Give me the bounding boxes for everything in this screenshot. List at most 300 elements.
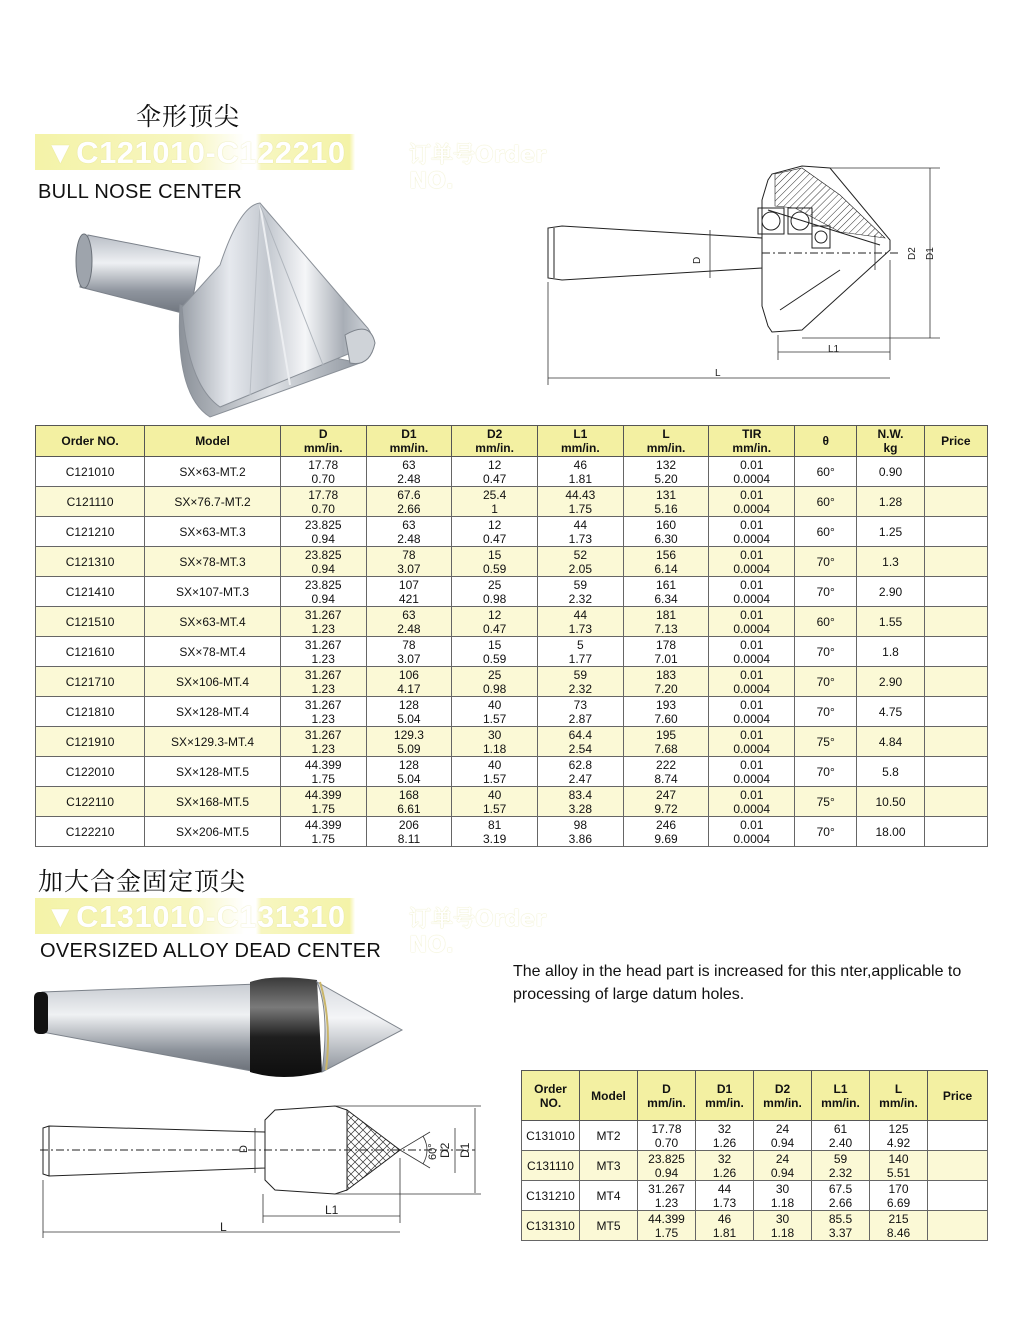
cell-value: MT3 <box>596 1158 621 1173</box>
cell-in-value: 6.34 <box>654 591 678 606</box>
cell-mm-value: 0.01 <box>740 637 764 652</box>
column-header-unit: mm/in. <box>732 441 772 455</box>
column-header-label: L1 <box>833 1081 848 1096</box>
cell-in-value: 0.94 <box>311 561 335 576</box>
cone-body <box>179 203 375 417</box>
cell-in-value: 2.32 <box>828 1165 853 1180</box>
table-cell-model <box>145 457 281 487</box>
table-cell-TIR <box>709 727 795 757</box>
cell-mm-value: 193 <box>656 697 677 712</box>
cell-mm-value: 78 <box>402 637 416 652</box>
cell-in-value: 3.86 <box>568 831 593 846</box>
table-cell-model <box>145 607 281 637</box>
cell-value: 1.55 <box>878 614 903 629</box>
table-cell-nw <box>857 577 924 607</box>
cell-mm-value: 17.78 <box>308 457 339 472</box>
cell-mm-value: 15 <box>487 547 502 562</box>
table-cell-D <box>280 457 366 487</box>
cell-mm-value: 0.01 <box>740 697 764 712</box>
table-cell-D2 <box>452 547 538 577</box>
drawing2-label-d1: D1 <box>458 1142 472 1158</box>
table-cell-D1 <box>366 547 452 577</box>
table-cell-order <box>522 1181 580 1211</box>
cell-in-value: 1.75 <box>311 801 335 816</box>
table-cell-D1 <box>366 817 452 847</box>
cell-value: SX×206-MT.5 <box>176 824 250 839</box>
table-cell-TIR <box>709 637 795 667</box>
cell-value: SX×63-MT.2 <box>179 464 246 479</box>
cell-in-value: 2.40 <box>828 1135 853 1150</box>
cell-value: 4.84 <box>878 734 903 749</box>
table-cell-L <box>623 667 709 697</box>
column-header-label: D2 <box>486 427 503 441</box>
cell-in-value: 0.47 <box>482 531 507 546</box>
column-header-label: Order NO. <box>61 434 119 448</box>
section2-zh-title: 加大合金固定顶尖 <box>38 867 247 896</box>
cell-mm-value: 222 <box>656 757 677 772</box>
table-cell-model <box>145 547 281 577</box>
cell-value: SX×78-MT.3 <box>179 554 246 569</box>
column-header <box>452 426 538 457</box>
table-cell-order <box>36 517 145 547</box>
cell-value: 1.28 <box>878 494 903 509</box>
table-cell-L <box>870 1181 928 1211</box>
table-row <box>36 817 988 847</box>
table-cell-D2 <box>754 1181 812 1211</box>
table-cell-theta <box>795 637 857 667</box>
cell-mm-value: 25 <box>487 667 502 682</box>
cell-in-value: 0.70 <box>654 1135 679 1150</box>
cell-value: 70° <box>816 644 835 659</box>
table-cell-price <box>924 547 987 577</box>
table-cell-TIR <box>709 787 795 817</box>
table-cell-theta <box>795 697 857 727</box>
cell-mm-value: 44.399 <box>304 817 342 832</box>
cell-mm-value: 61 <box>833 1121 848 1136</box>
column-header <box>709 426 795 457</box>
table-cell-D <box>280 517 366 547</box>
drawing2-label-d: D <box>238 1145 250 1153</box>
cell-value: C131310 <box>526 1218 575 1233</box>
cell-in-value: 0.0004 <box>733 741 771 756</box>
cell-value: C121410 <box>65 584 115 599</box>
table-cell-price <box>924 817 987 847</box>
table-cell-D <box>638 1181 696 1211</box>
cell-mm-value: 44.399 <box>304 787 342 802</box>
cell-value: 1.8 <box>882 644 899 659</box>
cell-value: 75° <box>816 794 835 809</box>
table-cell-nw <box>857 517 924 547</box>
cell-in-value: 6.61 <box>397 801 421 816</box>
cell-mm-value: 67.6 <box>397 487 421 502</box>
cell-in-value: 0.0004 <box>733 561 771 576</box>
cell-mm-value: 25 <box>487 577 502 592</box>
cell-mm-value: 246 <box>656 817 677 832</box>
cell-value: 10.50 <box>875 794 906 809</box>
cell-in-value: 0.0004 <box>733 591 771 606</box>
column-header-label: D2 <box>774 1081 791 1096</box>
cell-value: 2.90 <box>878 674 903 689</box>
table-cell-L <box>870 1121 928 1151</box>
column-header-label: θ <box>822 434 829 448</box>
table-cell-D <box>280 487 366 517</box>
cell-mm-value: 12 <box>487 457 502 472</box>
table-cell-model <box>145 757 281 787</box>
cell-value: C121510 <box>65 614 115 629</box>
cell-value: SX×168-MT.5 <box>176 794 250 809</box>
table-cell-L1 <box>537 517 623 547</box>
table-cell-price <box>924 607 987 637</box>
bull-nose-center-photo <box>70 195 390 425</box>
cell-mm-value: 181 <box>656 607 677 622</box>
table-cell-order <box>36 667 145 697</box>
cell-in-value: 8.11 <box>397 831 421 846</box>
cell-value: 1.25 <box>878 524 903 539</box>
table-cell-D <box>280 757 366 787</box>
column-header-label: D <box>662 1081 671 1096</box>
cell-in-value: 1.73 <box>568 621 593 636</box>
cell-mm-value: 31.267 <box>304 607 342 622</box>
cell-mm-value: 67.5 <box>828 1181 853 1196</box>
table-row <box>522 1151 988 1181</box>
table-cell-nw <box>857 697 924 727</box>
table-cell-L1 <box>537 787 623 817</box>
column-header <box>537 426 623 457</box>
cell-mm-value: 83.4 <box>568 787 593 802</box>
cell-in-value: 1.75 <box>568 501 593 516</box>
cell-value: 0.90 <box>878 464 903 479</box>
cell-in-value: 0.98 <box>482 681 507 696</box>
cell-value: C121610 <box>65 644 115 659</box>
table-cell-D <box>280 727 366 757</box>
cell-mm-value: 24 <box>775 1151 790 1166</box>
table-cell-D1 <box>366 607 452 637</box>
table-cell-L <box>623 817 709 847</box>
table-cell-D2 <box>754 1151 812 1181</box>
cell-value: 60° <box>816 494 835 509</box>
table-cell-D2 <box>452 667 538 697</box>
table-cell-L1 <box>537 697 623 727</box>
cell-value: C121910 <box>65 734 115 749</box>
table-cell-model <box>145 577 281 607</box>
cell-mm-value: 52 <box>573 547 588 562</box>
cell-in-value: 1 <box>491 501 498 516</box>
table-cell-nw <box>857 607 924 637</box>
column-header-unit: mm/in. <box>705 1095 744 1110</box>
table-row <box>522 1181 988 1211</box>
cell-in-value: 1.77 <box>568 651 593 666</box>
column-header-label: D1 <box>401 427 417 441</box>
cell-in-value: 1.26 <box>712 1135 737 1150</box>
cell-mm-value: 0.01 <box>740 517 764 532</box>
section2-order-label: 订单号Order NO. <box>409 907 547 958</box>
table-cell-D2 <box>452 697 538 727</box>
drawing1-label-l1: L1 <box>828 344 840 355</box>
table-cell-D1 <box>366 697 452 727</box>
table-cell-L1 <box>537 487 623 517</box>
cell-in-value: 7.20 <box>654 681 678 696</box>
table-cell-L1 <box>537 727 623 757</box>
table-row <box>36 577 988 607</box>
cell-value: C121010 <box>65 464 115 479</box>
cell-value: 60° <box>816 524 835 539</box>
column-header-label: Price <box>942 1088 973 1103</box>
table-row <box>36 667 988 697</box>
cell-mm-value: 0.01 <box>740 577 764 592</box>
table-cell-order <box>36 577 145 607</box>
cell-mm-value: 30 <box>775 1181 790 1196</box>
cell-in-value: 0.94 <box>770 1135 795 1150</box>
cell-in-value: 1.23 <box>311 681 335 696</box>
table-cell-L1 <box>537 817 623 847</box>
cell-in-value: 2.47 <box>568 771 593 786</box>
column-header <box>36 426 145 457</box>
cell-in-value: 3.19 <box>482 831 507 846</box>
cell-mm-value: 23.825 <box>304 577 342 592</box>
table-cell-price <box>928 1121 988 1151</box>
column-header <box>638 1071 696 1121</box>
table-cell-TIR <box>709 577 795 607</box>
cell-mm-value: 63 <box>402 457 416 472</box>
drawing2-label-d2: D2 <box>438 1142 452 1158</box>
cell-in-value: 6.69 <box>886 1195 911 1210</box>
drawing2-label-l: L <box>220 1220 227 1234</box>
cell-mm-value: 132 <box>656 457 677 472</box>
cell-mm-value: 30 <box>775 1211 790 1226</box>
table-cell-L1 <box>537 607 623 637</box>
cell-in-value: 0.0004 <box>733 501 771 516</box>
cell-value: C131210 <box>526 1188 575 1203</box>
cell-mm-value: 0.01 <box>740 757 764 772</box>
table-cell-order <box>36 637 145 667</box>
cell-in-value: 0.0004 <box>733 711 771 726</box>
table-cell-L1 <box>812 1151 870 1181</box>
cell-mm-value: 78 <box>402 547 416 562</box>
table-cell-D1 <box>366 457 452 487</box>
cell-in-value: 1.81 <box>712 1225 737 1240</box>
column-header-label: Order NO. <box>534 1081 567 1110</box>
cell-value: SX×63-MT.3 <box>179 524 246 539</box>
table-cell-L <box>623 547 709 577</box>
cell-mm-value: 44.399 <box>304 757 342 772</box>
cell-value: 70° <box>816 674 835 689</box>
cell-mm-value: 23.825 <box>304 547 342 562</box>
cell-value: SX×78-MT.4 <box>179 644 246 659</box>
cell-mm-value: 0.01 <box>740 457 764 472</box>
table-cell-D <box>280 667 366 697</box>
cell-mm-value: 73 <box>573 697 588 712</box>
table-row <box>36 727 988 757</box>
table-cell-model <box>580 1121 638 1151</box>
cell-mm-value: 160 <box>656 517 677 532</box>
cell-mm-value: 247 <box>656 787 677 802</box>
table-row <box>36 697 988 727</box>
cell-value: C121810 <box>65 704 115 719</box>
cell-mm-value: 161 <box>656 577 677 592</box>
table-cell-D <box>280 547 366 577</box>
table-cell-L1 <box>537 577 623 607</box>
table-cell-order <box>36 697 145 727</box>
section2-code-range: ▼C131010-C131310 <box>45 899 346 934</box>
column-header-unit: mm/in. <box>821 1095 860 1110</box>
table-cell-TIR <box>709 457 795 487</box>
cell-in-value: 0.94 <box>311 591 335 606</box>
cell-in-value: 9.69 <box>654 831 678 846</box>
table-cell-order <box>36 757 145 787</box>
column-header-unit: mm/in. <box>646 441 686 455</box>
column-header <box>795 426 857 457</box>
table-cell-theta <box>795 607 857 637</box>
cell-mm-value: 59 <box>573 577 588 592</box>
column-header <box>857 426 924 457</box>
table-cell-D2 <box>452 787 538 817</box>
cell-in-value: 1.18 <box>482 741 507 756</box>
table-cell-order <box>36 487 145 517</box>
cell-in-value: 9.72 <box>654 801 678 816</box>
table-cell-D2 <box>452 637 538 667</box>
cell-mm-value: 44 <box>573 517 588 532</box>
table-cell-price <box>928 1211 988 1241</box>
table-cell-order <box>522 1151 580 1181</box>
table-cell-D1 <box>696 1181 754 1211</box>
cell-mm-value: 15 <box>487 637 502 652</box>
cell-in-value: 0.47 <box>482 471 507 486</box>
table-cell-model <box>580 1181 638 1211</box>
cell-in-value: 7.68 <box>654 741 678 756</box>
cell-mm-value: 85.5 <box>828 1211 853 1226</box>
column-header-unit: mm/in. <box>879 1095 918 1110</box>
cell-in-value: 5.20 <box>654 471 678 486</box>
cell-in-value: 3.07 <box>397 561 421 576</box>
cell-in-value: 8.74 <box>654 771 678 786</box>
drawing1-label-d: D <box>692 256 703 264</box>
table-cell-TIR <box>709 667 795 697</box>
table-cell-D <box>638 1151 696 1181</box>
cell-value: SX×129.3-MT.4 <box>171 734 255 749</box>
cell-in-value: 0.0004 <box>733 621 771 636</box>
cell-value: 70° <box>816 824 835 839</box>
table-cell-D <box>280 607 366 637</box>
cell-value: MT5 <box>596 1218 621 1233</box>
table-cell-order <box>36 607 145 637</box>
table-cell-theta <box>795 667 857 697</box>
cell-value: C121210 <box>65 524 115 539</box>
cell-value: SX×63-MT.4 <box>179 614 246 629</box>
table-cell-order <box>36 787 145 817</box>
column-header-label: D1 <box>716 1081 733 1096</box>
table-cell-model <box>580 1211 638 1241</box>
cell-in-value: 1.23 <box>311 621 335 636</box>
column-header-label: Price <box>941 434 971 448</box>
table-cell-L <box>870 1151 928 1181</box>
cell-in-value: 2.54 <box>568 741 593 756</box>
table-cell-L <box>870 1211 928 1241</box>
table-cell-D1 <box>366 637 452 667</box>
table-cell-theta <box>795 727 857 757</box>
table-cell-TIR <box>709 757 795 787</box>
column-header-unit: mm/in. <box>561 441 600 455</box>
column-header <box>696 1071 754 1121</box>
table-cell-L <box>623 697 709 727</box>
column-header-unit: mm/in. <box>475 441 514 455</box>
cell-value: MT2 <box>596 1128 621 1143</box>
cell-in-value: 0.98 <box>482 591 507 606</box>
cell-value: SX×128-MT.4 <box>176 704 250 719</box>
column-header <box>623 426 709 457</box>
table-cell-theta <box>795 577 857 607</box>
column-header <box>870 1071 928 1121</box>
cell-mm-value: 31.267 <box>648 1181 685 1196</box>
cell-in-value: 1.23 <box>654 1195 679 1210</box>
cell-in-value: 0.59 <box>482 651 507 666</box>
cell-mm-value: 0.01 <box>740 667 764 682</box>
section2-description: The alloy in the head part is increased for this nter,applicable to processing of large datum holes. <box>513 963 962 1003</box>
cell-mm-value: 129.3 <box>393 727 424 742</box>
table-cell-theta <box>795 457 857 487</box>
cell-mm-value: 0.01 <box>740 547 764 562</box>
table-cell-nw <box>857 487 924 517</box>
column-header-unit: mm/in. <box>763 1095 802 1110</box>
cell-in-value: 5.04 <box>397 771 421 786</box>
cell-value: C122010 <box>65 764 115 779</box>
cell-in-value: 421 <box>398 591 419 606</box>
cell-in-value: 1.75 <box>654 1225 679 1240</box>
cell-in-value: 1.81 <box>568 471 593 486</box>
column-header-label: L <box>662 427 670 441</box>
table-cell-D <box>280 787 366 817</box>
cell-in-value: 0.70 <box>311 501 335 516</box>
column-header-unit: kg <box>883 441 898 455</box>
column-header-label: Model <box>591 1088 626 1103</box>
table-cell-theta <box>795 817 857 847</box>
table-cell-price <box>924 697 987 727</box>
column-header-label: N.W. <box>877 427 904 441</box>
table-row <box>36 607 988 637</box>
section1-zh-title: 伞形顶尖 <box>136 102 241 131</box>
cell-mm-value: 178 <box>656 637 677 652</box>
cell-mm-value: 5 <box>576 637 584 652</box>
cell-in-value: 3.28 <box>568 801 593 816</box>
table-cell-D2 <box>452 757 538 787</box>
column-header <box>754 1071 812 1121</box>
cell-in-value: 1.23 <box>311 651 335 666</box>
table-cell-model <box>145 667 281 697</box>
table-cell-D1 <box>366 667 452 697</box>
cell-in-value: 3.07 <box>397 651 421 666</box>
shank <box>76 234 200 315</box>
bull-nose-center-drawing <box>540 160 950 385</box>
column-header <box>145 426 281 457</box>
dead-center-photo <box>32 972 412 1092</box>
drawing1-label-d2: D2 <box>907 247 918 260</box>
cell-mm-value: 31.267 <box>304 637 342 652</box>
cell-in-value: 1.23 <box>311 741 335 756</box>
cell-in-value: 0.0004 <box>733 771 771 786</box>
table-cell-nw <box>857 547 924 577</box>
table-cell-model <box>145 697 281 727</box>
table-cell-D <box>638 1121 696 1151</box>
table-cell-order <box>522 1211 580 1241</box>
cell-mm-value: 195 <box>656 727 677 742</box>
cell-in-value: 1.57 <box>482 711 507 726</box>
cell-mm-value: 0.01 <box>740 787 764 802</box>
cell-value: 60° <box>816 614 835 629</box>
table-row <box>522 1211 988 1241</box>
table-cell-nw <box>857 727 924 757</box>
table-cell-D <box>280 697 366 727</box>
cell-mm-value: 125 <box>888 1121 909 1136</box>
cell-value: MT4 <box>596 1188 621 1203</box>
